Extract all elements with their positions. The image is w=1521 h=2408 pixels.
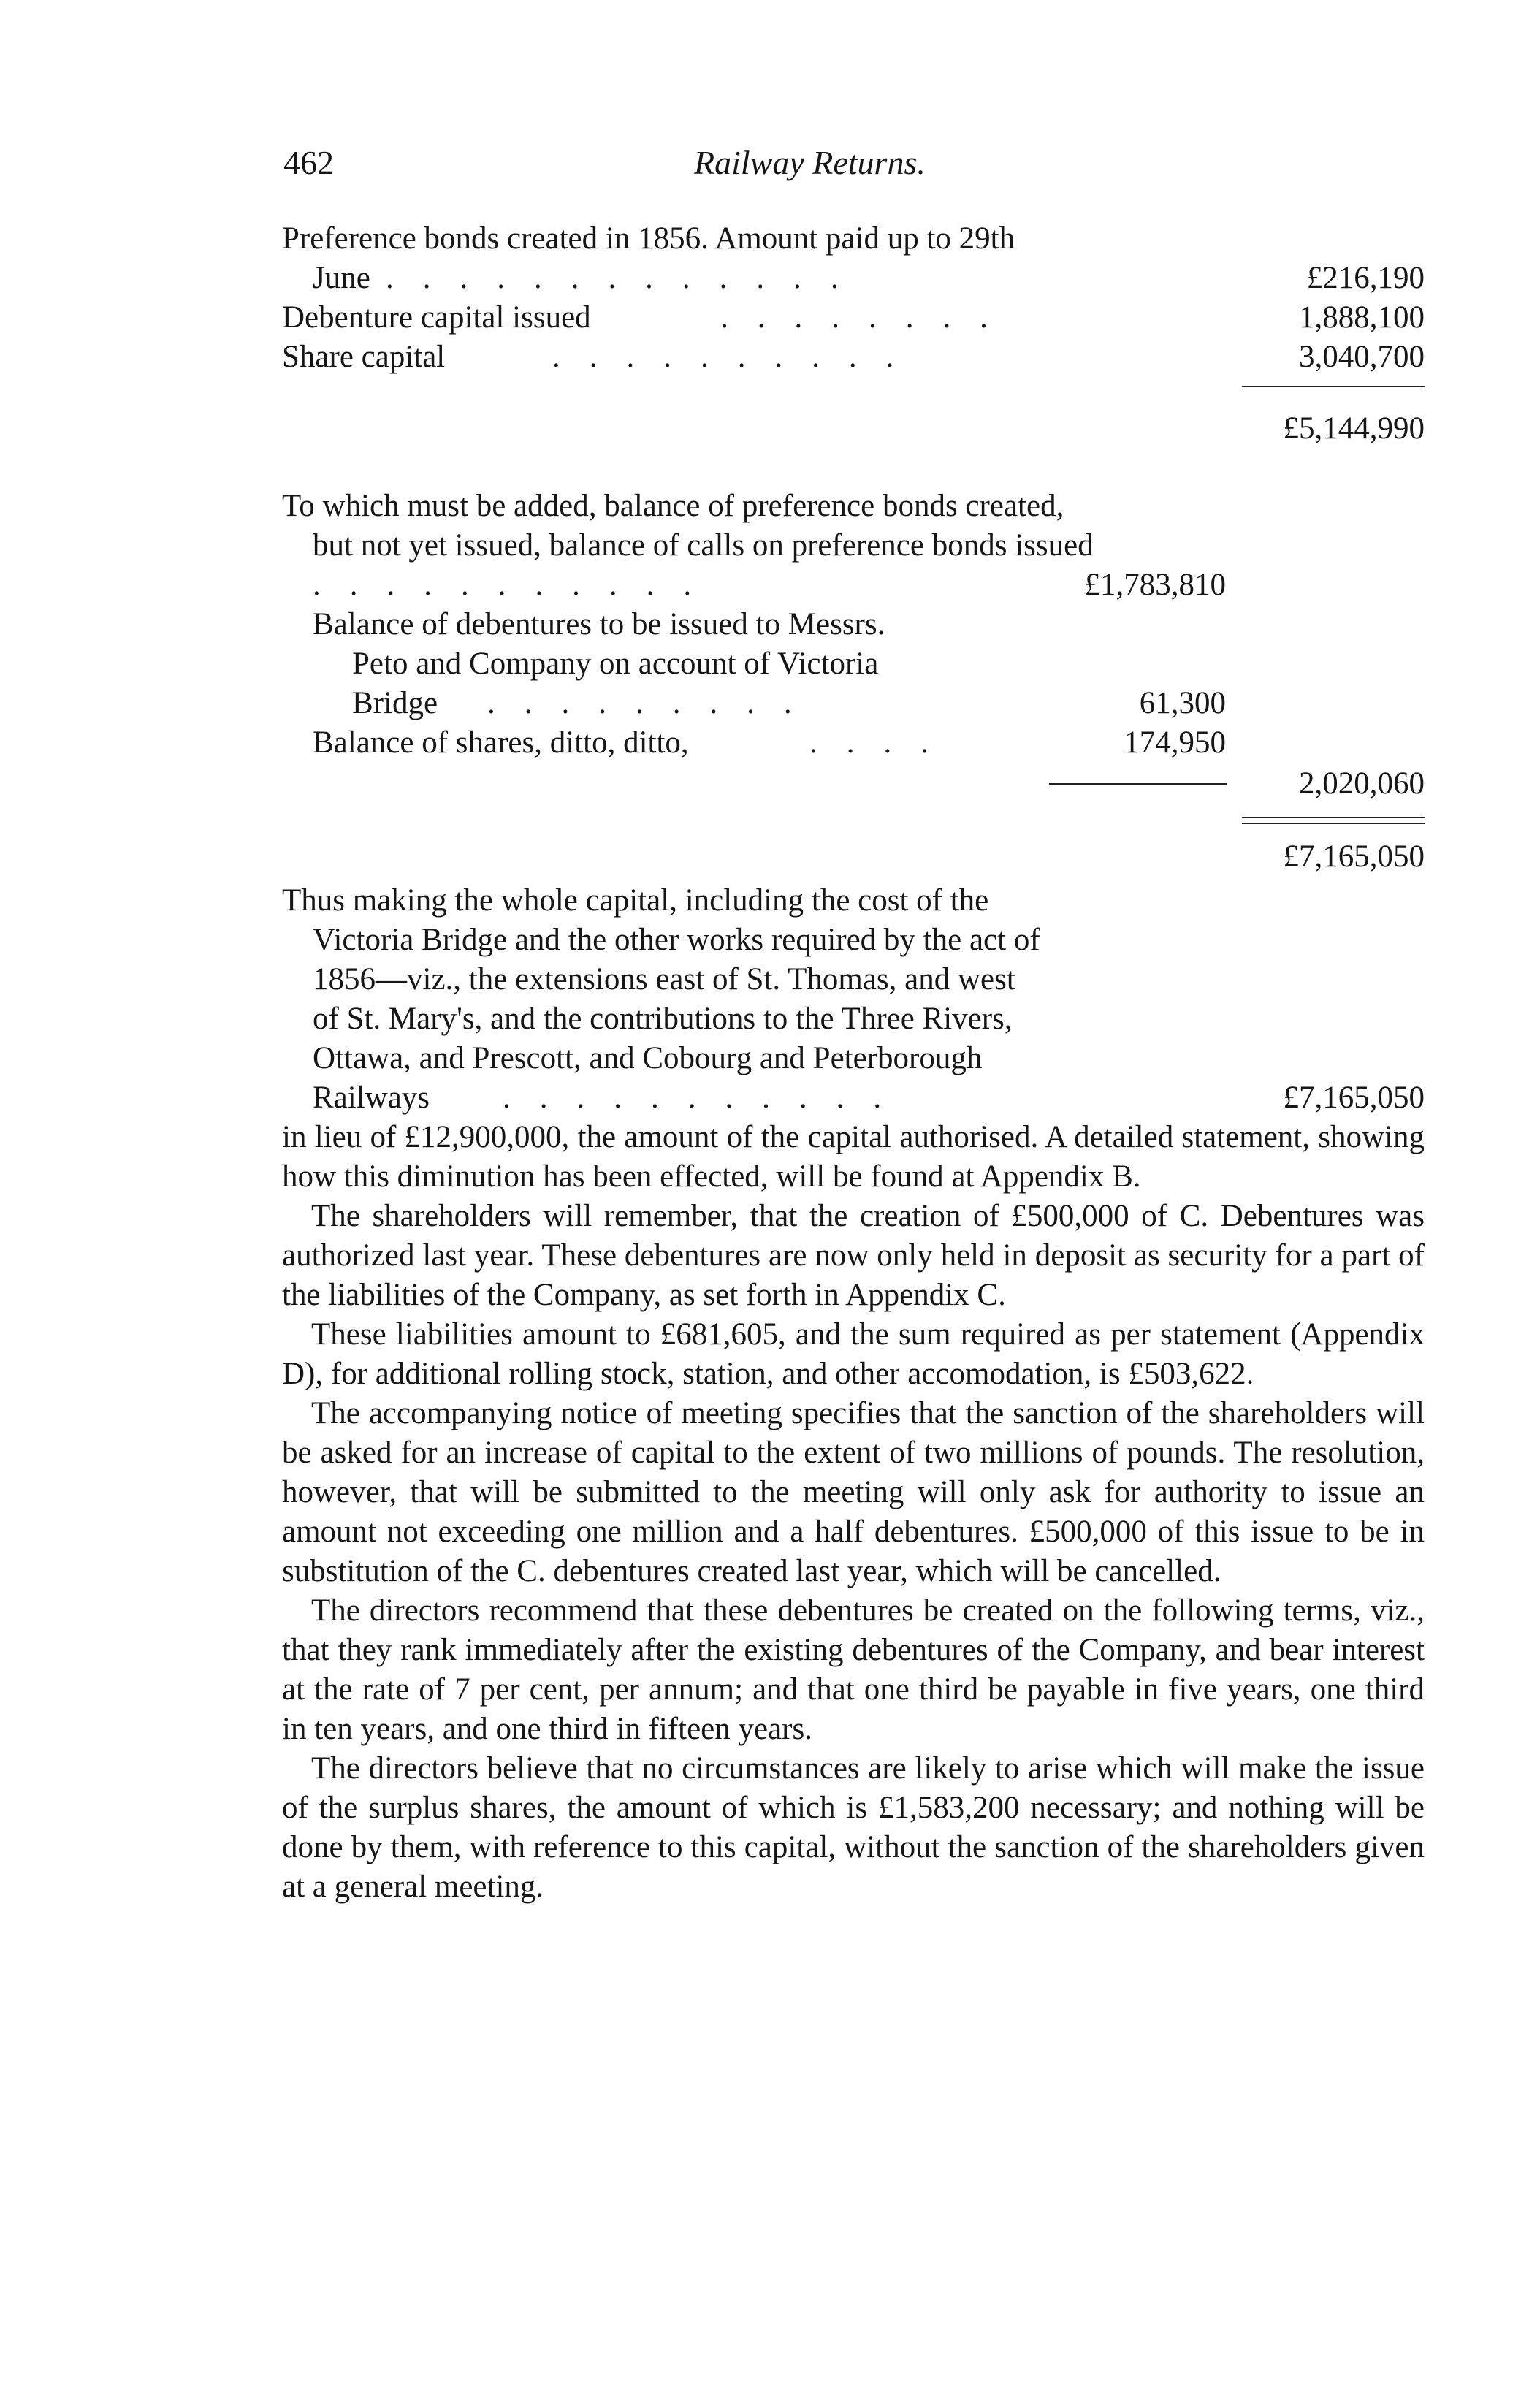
subtotal-row [1205,409,1425,449]
paragraph-debenture-terms: The directors recommend that these debentures be created on the following terms, viz., that they rank immediately after the existing debentures of the Company, and bear interest at the rate of 7 per cent, per annum; and that one third be payable in five years, one third in ten years, and one third in fifteen years. [282,1593,1425,1746]
grand-total-row [1205,837,1425,877]
subtotal-rule [1242,386,1425,387]
preference-bonds-amount: £216,190 [1306,261,1425,295]
shares-balance-row: Balance of shares, ditto, ditto, . . . . 174,950 [313,723,1226,763]
preference-bonds-line-2: June . . . . . . . . . . . . . £216,190 [313,259,1425,298]
paragraph-notice-of-meeting: The accompanying notice of meeting specifies that the sanction of the shareholders will be asked for an increase of capital to the extent of two millions of pounds. The resolution, however, that will be submitted to the meeting will only ask for authority to issue an amount not exceeding one million and a half debentures. £500,000 of this issue to be in substitution of the C. debentures created last year, which will be cancelled. [282,1396,1425,1588]
debentures-balance-line-2: Peto and Company on account of Victoria [352,647,879,681]
page-number: 462 [283,144,334,181]
additions-intro-line-3: . . . . . . . . . . . £1,783,810 [313,565,1226,605]
grand-total-amount: £7,165,050 [1283,839,1425,874]
whole-capital-line-2: Victoria Bridge and the other works required by the act of [313,923,1040,957]
debenture-capital-row: Debenture capital issued . . . . . . . . 1,888,100 [282,298,1425,338]
share-capital-row: Share capital . . . . . . . . . . 3,040,700 [282,338,1425,377]
body-text [282,1118,1425,1907]
shares-balance-amount: 174,950 [1124,725,1226,760]
debentures-balance-line-3: Bridge . . . . . . . . . 61,300 [352,684,1226,723]
additions-total-row [1205,764,1425,804]
debentures-balance-amount: 61,300 [1139,686,1226,720]
subtotal-amount: £5,144,990 [1283,411,1425,446]
paragraph-in-lieu: in lieu of £12,900,000, the amount of the capital authorised. A detailed statement, showing how this diminution has been effected, will be found at Appendix B. [282,1120,1425,1194]
debentures-balance-line-1: Balance of debentures to be issued to Messrs. [313,607,885,641]
preference-bonds-line-1: Preference bonds created in 1856. Amount paid up to 29th [282,221,1015,256]
paragraph-c-debentures: The shareholders will remember, that the creation of £500,000 of C. Debentures was authorized last year. These debentures are now only held in deposit as security for a part of the liabilities of the Company, as set forth in Appendix C. [282,1199,1425,1312]
whole-capital-line-3: 1856—viz., the extensions east of St. Thomas, and west [313,962,1015,997]
share-capital-amount: 3,040,700 [1299,340,1425,374]
whole-capital-line-5: Ottawa, and Prescott, and Cobourg and Peterborough [313,1041,983,1075]
paragraph-liabilities: These liabilities amount to £681,605, and the sum required as per statement (Appendix D), for additional rolling stock, station, and other accomodation, is £503,622. [282,1317,1425,1391]
additions-intro-line-2: but not yet issued, balance of calls on preference bonds issued [313,528,1094,563]
additions-rule [1049,783,1227,785]
whole-capital-line-1: Thus making the whole capital, including the cost of the [282,883,989,918]
grand-total-rule [1242,817,1425,824]
running-title: Railway Returns. [694,144,926,181]
whole-capital-line-6: Railways . . . . . . . . . . . £7,165,050 [313,1078,1425,1118]
additions-total-amount: 2,020,060 [1299,766,1425,801]
whole-capital-amount: £7,165,050 [1283,1081,1425,1115]
additions-intro-amount: £1,783,810 [1084,568,1226,602]
additions-intro-line-1: To which must be added, balance of preference bonds created, [282,489,1064,523]
whole-capital-line-4: of St. Mary's, and the contributions to the Three Rivers, [313,1002,1013,1036]
debenture-capital-amount: 1,888,100 [1299,300,1425,335]
paragraph-surplus-shares: The directors believe that no circumstances are likely to arise which will make the issue of the surplus shares, the amount of which is £1,583,200 necessary; and nothing will be done by them, with reference to this capital, without the sanction of the shareholders given at a general meeting. [282,1751,1425,1904]
